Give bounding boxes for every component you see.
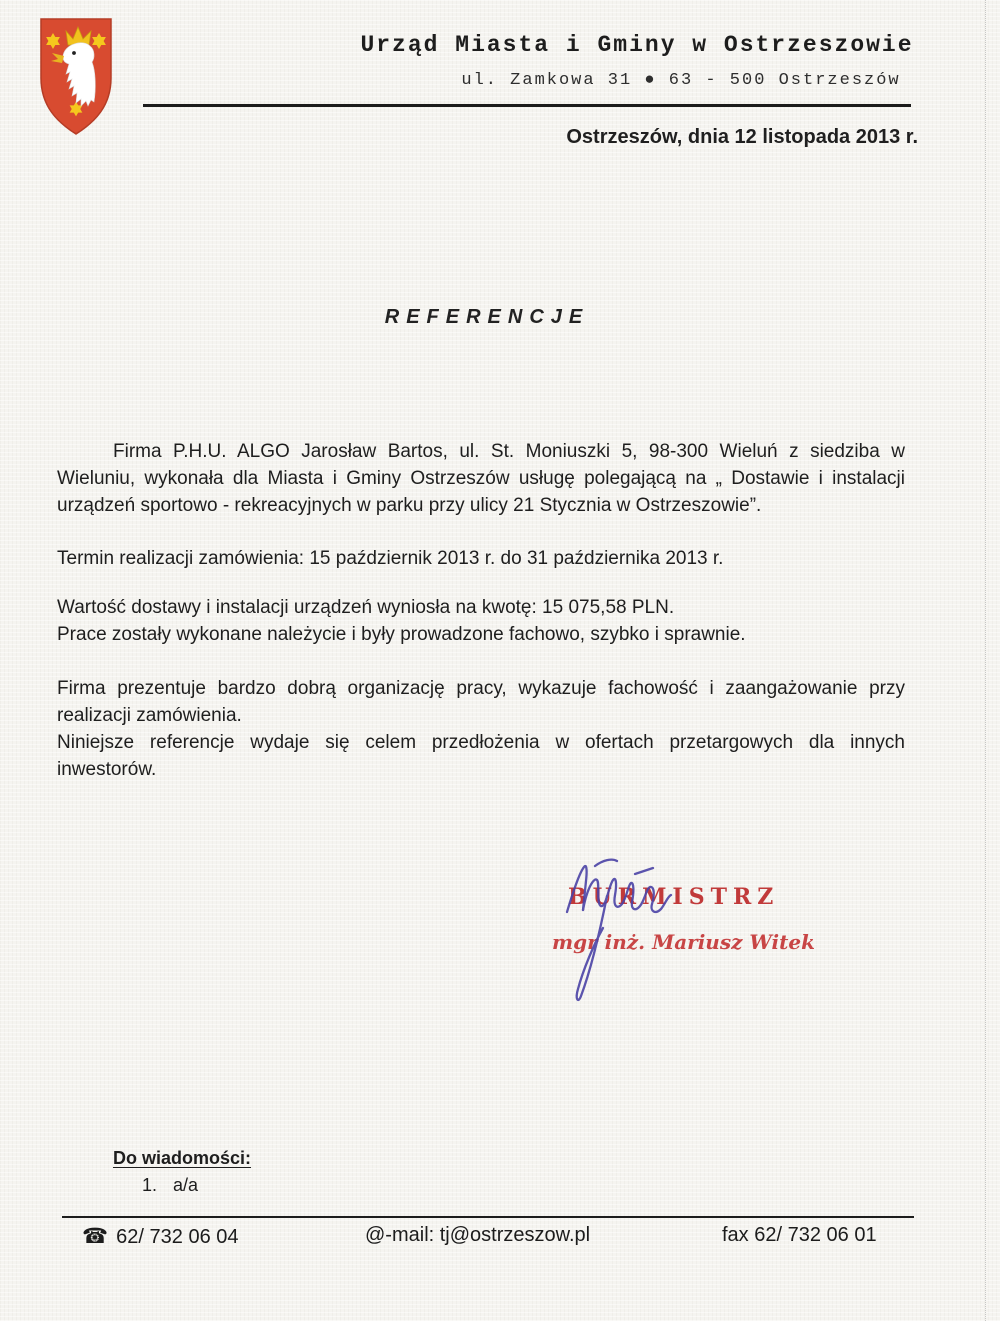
paragraph-line: Wieluniu, wykonała dla Miasta i Gminy Ostrzeszów usługę polegającą na „ Dostawie i instalacji bbox=[57, 468, 905, 489]
footer-email: @-mail: tj@ostrzeszow.pl bbox=[365, 1224, 591, 1246]
paragraph-line: urządzeń sportowo - rekreacyjnych w parku przy ulicy 21 Stycznia w Ostrzeszowie”. bbox=[57, 495, 762, 516]
paragraph-line: Termin realizacji zamówienia: 15 październik 2013 r. do 31 października 2013 r. bbox=[57, 548, 724, 569]
paragraph-value bbox=[57, 594, 905, 648]
cc-item-text: a/a bbox=[173, 1175, 199, 1195]
date-line: Ostrzeszów, dnia 12 listopada 2013 r. bbox=[566, 126, 918, 148]
header-divider bbox=[143, 104, 911, 107]
phone-number: 62/ 732 06 04 bbox=[116, 1226, 239, 1248]
stamp-signer-name: mgr inż. Mariusz Witek bbox=[552, 930, 815, 954]
cc-item-number: 1. bbox=[142, 1175, 158, 1195]
paragraph-term bbox=[57, 545, 905, 572]
stamp-role-title: BURMISTRZ bbox=[568, 884, 780, 910]
paragraph-line: Prace zostały wykonane należycie i były prowadzone fachowo, szybko i sprawnie. bbox=[57, 624, 746, 645]
telephone-icon: ☎ bbox=[82, 1224, 109, 1248]
cc-heading: Do wiadomości: bbox=[113, 1148, 252, 1168]
footer-phone bbox=[82, 1224, 239, 1249]
paragraph-line: realizacji zamówienia. bbox=[57, 705, 242, 726]
cc-item bbox=[142, 1175, 198, 1196]
paragraph-line: Firma prezentuje bardzo dobrą organizację pracy, wykazuje fachowość i zaangażowanie przy bbox=[57, 678, 905, 699]
paragraph-line: inwestorów. bbox=[57, 759, 157, 780]
document-title: REFERENCJE bbox=[384, 306, 590, 328]
paragraph-company-intro bbox=[57, 438, 905, 519]
coat-of-arms-icon bbox=[36, 16, 116, 138]
paragraph-line: Firma P.H.U. ALGO Jarosław Bartos, ul. St. Moniuszki 5, 98-300 Wieluń z siedziba w bbox=[113, 441, 905, 462]
org-name: Urząd Miasta i Gminy w Ostrzeszowie bbox=[360, 32, 914, 58]
footer-divider bbox=[62, 1216, 914, 1218]
scan-edge-artifact bbox=[985, 0, 986, 1321]
paragraph-line: Wartość dostawy i instalacji urządzeń wyniosła na kwotę: 15 075,58 PLN. bbox=[57, 597, 675, 618]
org-address: ul. Zamkowa 31 ● 63 - 500 Ostrzeszów bbox=[461, 71, 901, 90]
paragraph-recommendation bbox=[57, 675, 905, 783]
paragraph-line: Niniejsze referencje wydaje się celem przedłożenia w ofertach przetargowych dla innych bbox=[57, 732, 905, 753]
footer-fax: fax 62/ 732 06 01 bbox=[722, 1224, 877, 1246]
